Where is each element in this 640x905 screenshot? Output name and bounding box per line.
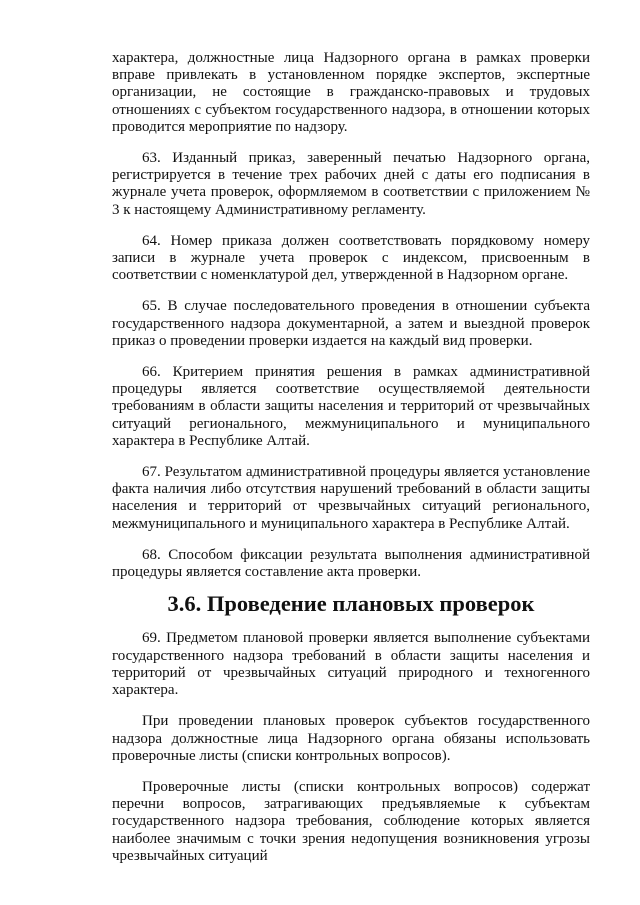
paragraph-checklists-content: Проверочные листы (списки контрольных вопросов) содержат перечни вопросов, затрагивающих предъявляемые к субъектам государственного надзора требования, соблюдение которых является наиболее значимым с точки зрения недопущения возникновения угрозы чрезвычайных ситуаций <box>112 778 590 864</box>
paragraph-continuation: характера, должностные лица Надзорного органа в рамках проверки вправе привлекать в установленном порядке экспертов, экспертные организации, не состоящие в гражданско-правовых и трудовых отношениях с субъектом государственного надзора, в отношении которых проводится мероприятие по надзору. <box>112 50 590 135</box>
paragraph-68: 68. Способом фиксации результата выполнения административной процедуры является составление акта проверки. <box>112 546 590 581</box>
document-page <box>112 50 590 879</box>
paragraph-64: 64. Номер приказа должен соответствовать порядковому номеру записи в журнале учета проверок с индексом, присвоенным в соответствии с номенклатурой дел, утвержденной в Надзорном органе. <box>112 232 590 284</box>
paragraph-63: 63. Изданный приказ, заверенный печатью Надзорного органа, регистрируется в течение трех рабочих дней с даты его подписания в журнале учета проверок, оформляемом в соответствии с приложением № 3 к настоящему Административному регламенту. <box>112 150 590 218</box>
paragraph-checklists-obligation: При проведении плановых проверок субъектов государственного надзора должностные лица Надзорного органа обязаны использовать проверочные листы (списки контрольных вопросов). <box>112 713 590 764</box>
paragraph-69: 69. Предметом плановой проверки является выполнение субъектами государственного надзора требований в области защиты населения и территорий от чрезвычайных ситуаций природного и техногенного характера. <box>112 630 590 699</box>
section-heading: 3.6. Проведение плановых проверок <box>167 591 535 617</box>
paragraph-66: 66. Критерием принятия решения в рамках административной процедуры является соответствие осуществляемой деятельности требованиям в области защиты населения и территорий от чрезвычайных ситуаций регионального, межмуниципального и муниципального характера в Республике Алтай. <box>112 364 590 449</box>
paragraph-65: 65. В случае последовательного проведения в отношении субъекта государственного надзора документарной, а затем и выездной проверок приказ о проведении проверки издается на каждый вид проверки. <box>112 298 590 349</box>
paragraph-67: 67. Результатом административной процедуры является установление факта наличия либо отсутствия нарушений требований в области защиты населения и территорий от чрезвычайных ситуаций регионального, межмуниципального и муниципального характера в Республике Алтай. <box>112 464 590 532</box>
